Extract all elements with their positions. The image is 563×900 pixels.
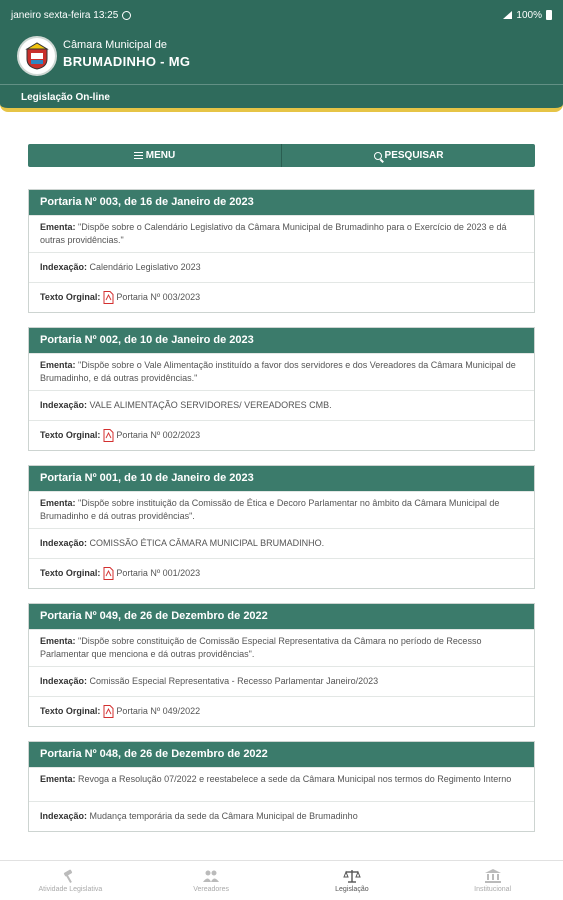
indexacao-text: Calendário Legislativo 2023 xyxy=(89,262,201,272)
texto-original-label: Texto Orginal: xyxy=(40,292,101,302)
people-icon xyxy=(202,869,220,883)
section-title: Legislação On-line xyxy=(21,92,110,103)
ementa-text: "Dispõe sobre o Calendário Legislativo da Câmara Municipal de Brumadinho para o Exercício de 2023 e dá outras providências." xyxy=(40,222,507,245)
list-item[interactable] xyxy=(28,741,535,832)
nav-atividade-label: Atividade Legislativa xyxy=(38,885,103,893)
nav-vereadores-label: Vereadores xyxy=(193,885,230,893)
battery-level: 100% xyxy=(516,9,542,21)
action-bar xyxy=(28,144,535,167)
indexacao-label: Indexação: xyxy=(40,811,88,821)
notification-icon xyxy=(122,11,131,20)
ementa-text: "Dispõe sobre constituição de Comissão Especial Representativa da Câmara no período de Recesso Parlamentar que menciona e dá outras providências". xyxy=(40,636,482,659)
gavel-icon xyxy=(61,869,79,883)
texto-original-label: Texto Orginal: xyxy=(40,706,101,716)
texto-original-label: Texto Orginal: xyxy=(40,568,101,578)
indexacao-label: Indexação: xyxy=(40,400,88,410)
item-title[interactable]: Portaria Nº 001, de 10 de Janeiro de 2023 xyxy=(29,466,534,491)
header-divider xyxy=(0,84,563,85)
indexacao-row xyxy=(29,390,534,420)
indexacao-label: Indexação: xyxy=(40,538,88,548)
ementa-text: "Dispõe sobre o Vale Alimentação instituído a favor dos servidores e dos Vereadores da Câmara Municipal de Brumadinho, e dá outras providências." xyxy=(40,360,516,383)
ementa-label: Ementa: xyxy=(40,360,76,370)
ementa-row xyxy=(29,215,534,252)
ementa-row xyxy=(29,491,534,528)
indexacao-text: Mudança temporária da sede da Câmara Municipal de Brumadinho xyxy=(89,811,358,821)
pdf-icon xyxy=(103,291,114,304)
ementa-label: Ementa: xyxy=(40,498,76,508)
search-icon xyxy=(374,152,382,160)
battery-icon xyxy=(546,10,552,20)
status-bar xyxy=(0,0,563,30)
texto-original-row xyxy=(29,420,534,450)
indexacao-row xyxy=(29,801,534,831)
ementa-text: Revoga a Resolução 07/2022 e reestabelece a sede da Câmara Municipal nos termos do Regimento Interno xyxy=(78,774,512,784)
coat-of-arms-logo xyxy=(17,36,57,76)
list-item[interactable] xyxy=(28,465,535,589)
menu-button[interactable] xyxy=(28,144,281,167)
pdf-link[interactable]: Portaria Nº 002/2023 xyxy=(116,430,201,440)
item-title[interactable]: Portaria Nº 049, de 26 de Dezembro de 2022 xyxy=(29,604,534,629)
org-name-line2: BRUMADINHO - MG xyxy=(63,54,191,69)
texto-original-row xyxy=(29,696,534,726)
ementa-label: Ementa: xyxy=(40,636,76,646)
search-button[interactable] xyxy=(281,144,535,167)
pdf-icon xyxy=(103,705,114,718)
ementa-row xyxy=(29,767,534,801)
texto-original-row xyxy=(29,282,534,312)
app-header xyxy=(0,30,563,112)
list-item[interactable] xyxy=(28,189,535,313)
nav-institucional-label: Institucional xyxy=(474,885,512,893)
nav-legislacao-label: Legislação xyxy=(335,885,369,893)
indexacao-label: Indexação: xyxy=(40,676,88,686)
indexacao-text: Comissão Especial Representativa - Recesso Parlamentar Janeiro/2023 xyxy=(89,676,379,686)
nav-vereadores[interactable] xyxy=(141,861,282,900)
hamburger-icon xyxy=(134,152,143,159)
bottom-navigation xyxy=(0,860,563,900)
indexacao-row xyxy=(29,252,534,282)
pdf-link[interactable]: Portaria Nº 049/2022 xyxy=(116,706,201,716)
nav-legislacao[interactable] xyxy=(282,861,423,900)
pdf-icon xyxy=(103,429,114,442)
item-title[interactable]: Portaria Nº 048, de 26 de Dezembro de 2022 xyxy=(29,742,534,767)
search-button-label: PESQUISAR xyxy=(384,150,444,161)
ementa-text: "Dispõe sobre instituição da Comissão de Ética e Decoro Parlamentar no âmbito da Câmara Municipal de Brumadinho e dá outras providências". xyxy=(40,498,500,521)
ementa-label: Ementa: xyxy=(40,774,76,784)
org-name-line1: Câmara Municipal de xyxy=(63,39,167,51)
ementa-label: Ementa: xyxy=(40,222,76,232)
indexacao-text: VALE ALIMENTAÇÃO SERVIDORES/ VEREADORES CMB. xyxy=(89,400,332,410)
institution-icon xyxy=(484,869,502,883)
menu-button-label: MENU xyxy=(145,150,176,161)
indexacao-row xyxy=(29,666,534,696)
pdf-link[interactable]: Portaria Nº 001/2023 xyxy=(116,568,201,578)
indexacao-text: COMISSÃO ÉTICA CÂMARA MUNICIPAL BRUMADINHO. xyxy=(89,538,325,548)
list-item[interactable] xyxy=(28,603,535,727)
pdf-icon xyxy=(103,567,114,580)
texto-original-row xyxy=(29,558,534,588)
item-title[interactable]: Portaria Nº 002, de 10 de Janeiro de 2023 xyxy=(29,328,534,353)
list-item[interactable] xyxy=(28,327,535,451)
ementa-row xyxy=(29,353,534,390)
pdf-link[interactable]: Portaria Nº 003/2023 xyxy=(116,292,201,302)
nav-institucional[interactable] xyxy=(422,861,563,900)
portaria-list xyxy=(28,189,535,846)
nav-atividade-legislativa[interactable] xyxy=(0,861,141,900)
balance-scale-icon xyxy=(343,869,361,883)
status-time: janeiro sexta-feira 13:25 xyxy=(11,9,119,21)
texto-original-label: Texto Orginal: xyxy=(40,430,101,440)
signal-icon xyxy=(502,11,512,19)
indexacao-row xyxy=(29,528,534,558)
item-title[interactable]: Portaria Nº 003, de 16 de Janeiro de 2023 xyxy=(29,190,534,215)
indexacao-label: Indexação: xyxy=(40,262,88,272)
ementa-row xyxy=(29,629,534,666)
